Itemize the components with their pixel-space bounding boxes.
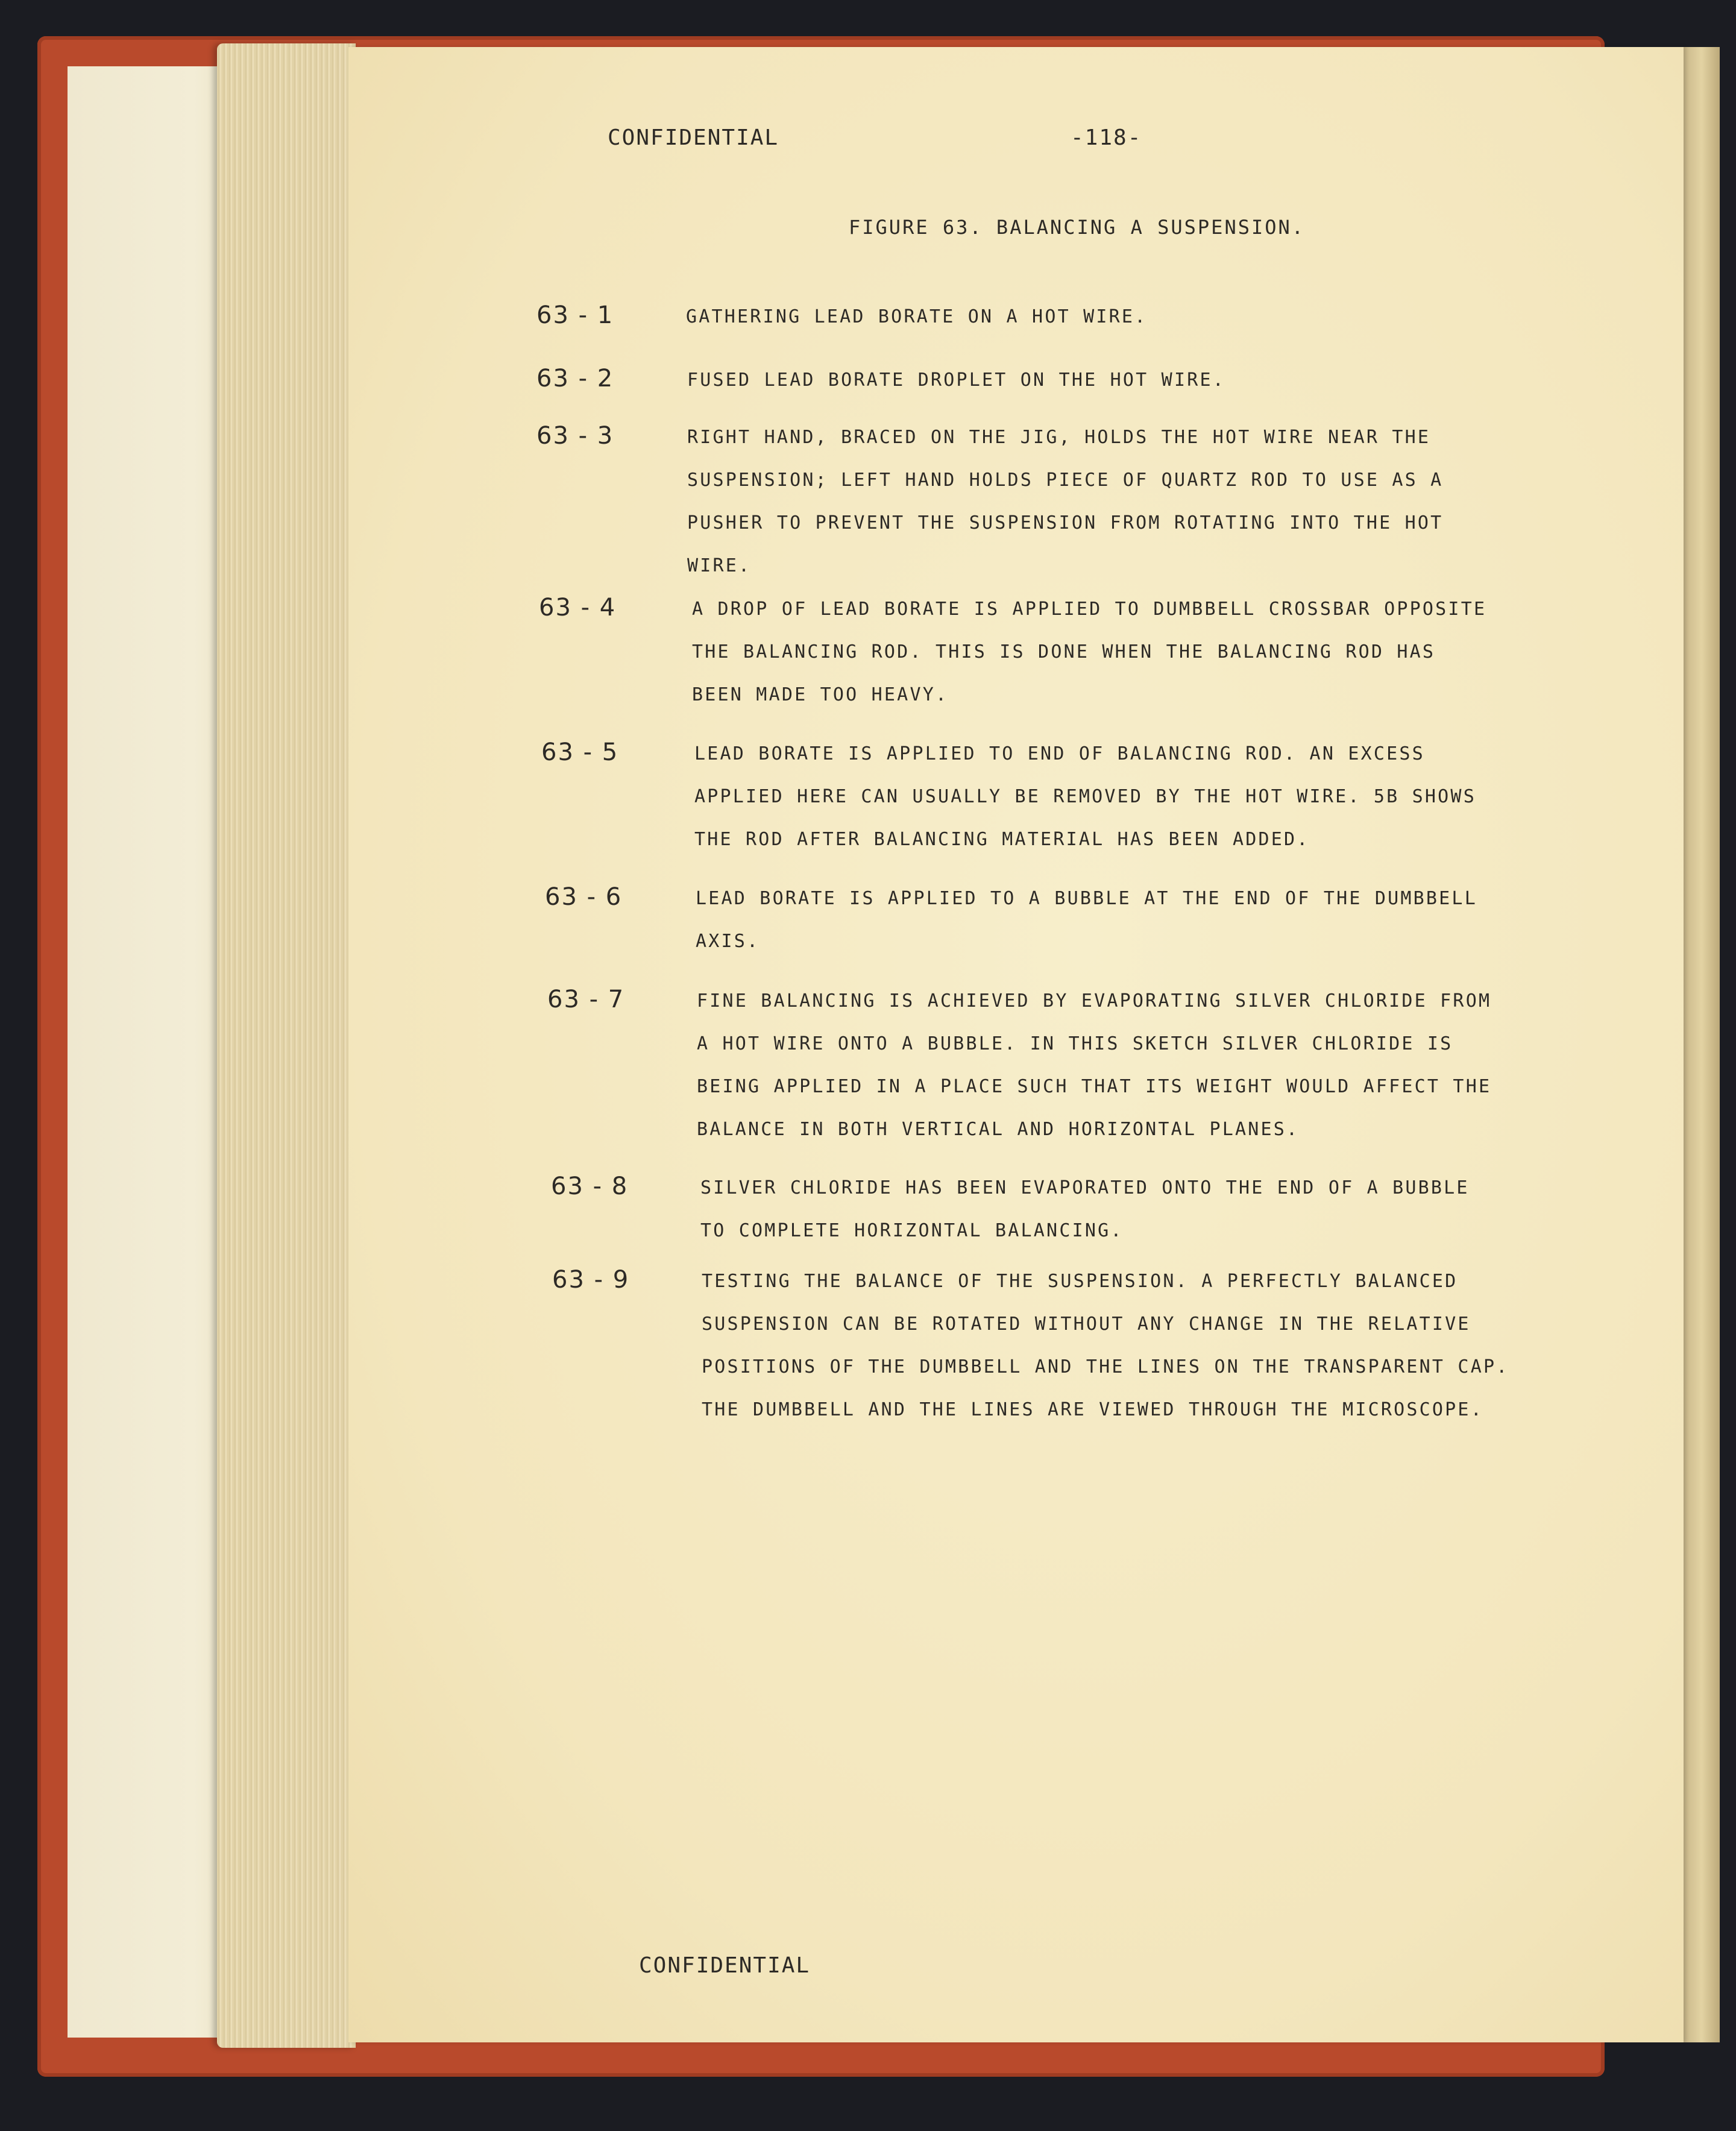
entry-text-line: PUSHER TO PREVENT THE SUSPENSION FROM ROTATING INTO THE HOT [687,512,1444,534]
entry-text [697,980,1661,1151]
entry-text [702,1260,1666,1431]
entry-label: 63 - 2 [536,365,614,392]
entry-label: 63 - 1 [536,301,614,329]
entry-text-line: RIGHT HAND, BRACED ON THE JIG, HOLDS THE HOT WIRE NEAR THE [687,427,1431,448]
entry-text [687,359,1652,401]
footer-confidential: CONFIDENTIAL [639,1953,811,1978]
entry-text-line: TO COMPLETE HORIZONTAL BALANCING. [700,1220,1124,1241]
entry-label: 63 - 8 [551,1173,629,1200]
figure-title: FIGURE 63. BALANCING A SUSPENSION. [849,216,1306,239]
header-confidential: CONFIDENTIAL [608,125,779,150]
entry-text-line: BEEN MADE TOO HEAVY. [692,684,949,705]
entry-text-line: WIRE. [687,555,752,576]
right-page-edge [1684,47,1720,2042]
entry-text-line: GATHERING LEAD BORATE ON A HOT WIRE. [686,306,1148,327]
entry-text [692,588,1656,716]
entry-text-line: APPLIED HERE CAN USUALLY BE REMOVED BY THE HOT WIRE. 5B SHOWS [694,786,1476,807]
entry-text-line: A HOT WIRE ONTO A BUBBLE. IN THIS SKETCH SILVER CHLORIDE IS [697,1033,1453,1054]
entry-label: 63 - 6 [545,883,623,911]
entry-text-line: THE DUMBBELL AND THE LINES ARE VIEWED THROUGH THE MICROSCOPE. [702,1399,1483,1420]
entry-text-line: SILVER CHLORIDE HAS BEEN EVAPORATED ONTO THE END OF A BUBBLE [700,1177,1470,1198]
entry-text-line: THE ROD AFTER BALANCING MATERIAL HAS BEEN ADDED. [694,829,1310,850]
entry-text-line: LEAD BORATE IS APPLIED TO END OF BALANCING ROD. AN EXCESS [694,743,1425,764]
entry-label: 63 - 3 [536,422,614,450]
entry-text [686,295,1650,338]
entry-text-line: THE BALANCING ROD. THIS IS DONE WHEN THE BALANCING ROD HAS [692,641,1436,663]
entry-label: 63 - 4 [539,594,617,622]
entry-text [700,1166,1665,1252]
entry-text-line: TESTING THE BALANCE OF THE SUSPENSION. A PERFECTLY BALANCED [702,1271,1458,1292]
entry-text-line: SUSPENSION CAN BE ROTATED WITHOUT ANY CHANGE IN THE RELATIVE [702,1314,1471,1335]
page-number: -118- [1071,125,1142,150]
entry-label: 63 - 5 [541,738,619,766]
entry-label: 63 - 9 [552,1266,630,1294]
entry-text-line: A DROP OF LEAD BORATE IS APPLIED TO DUMBBELL CROSSBAR OPPOSITE [692,599,1487,620]
entry-text-line: POSITIONS OF THE DUMBBELL AND THE LINES ON THE TRANSPARENT CAP. [702,1356,1509,1377]
entry-text-line: FINE BALANCING IS ACHIEVED BY EVAPORATING SILVER CHLORIDE FROM [697,990,1492,1012]
entry-text [696,877,1660,963]
entry-text-line: AXIS. [696,931,760,952]
entry-text-line: BEING APPLIED IN A PLACE SUCH THAT ITS WEIGHT WOULD AFFECT THE [697,1076,1492,1097]
entry-text [687,416,1652,587]
entry-label: 63 - 7 [547,986,625,1013]
entry-text-line: SUSPENSION; LEFT HAND HOLDS PIECE OF QUARTZ ROD TO USE AS A [687,470,1444,491]
entry-text-line: LEAD BORATE IS APPLIED TO A BUBBLE AT THE END OF THE DUMBBELL [696,888,1477,909]
entry-text-line: BALANCE IN BOTH VERTICAL AND HORIZONTAL PLANES. [697,1119,1300,1140]
entry-text [694,732,1659,861]
document-page [348,47,1684,2042]
entry-text-line: FUSED LEAD BORATE DROPLET ON THE HOT WIRE. [687,370,1225,391]
page-stack-edge [217,43,356,2048]
